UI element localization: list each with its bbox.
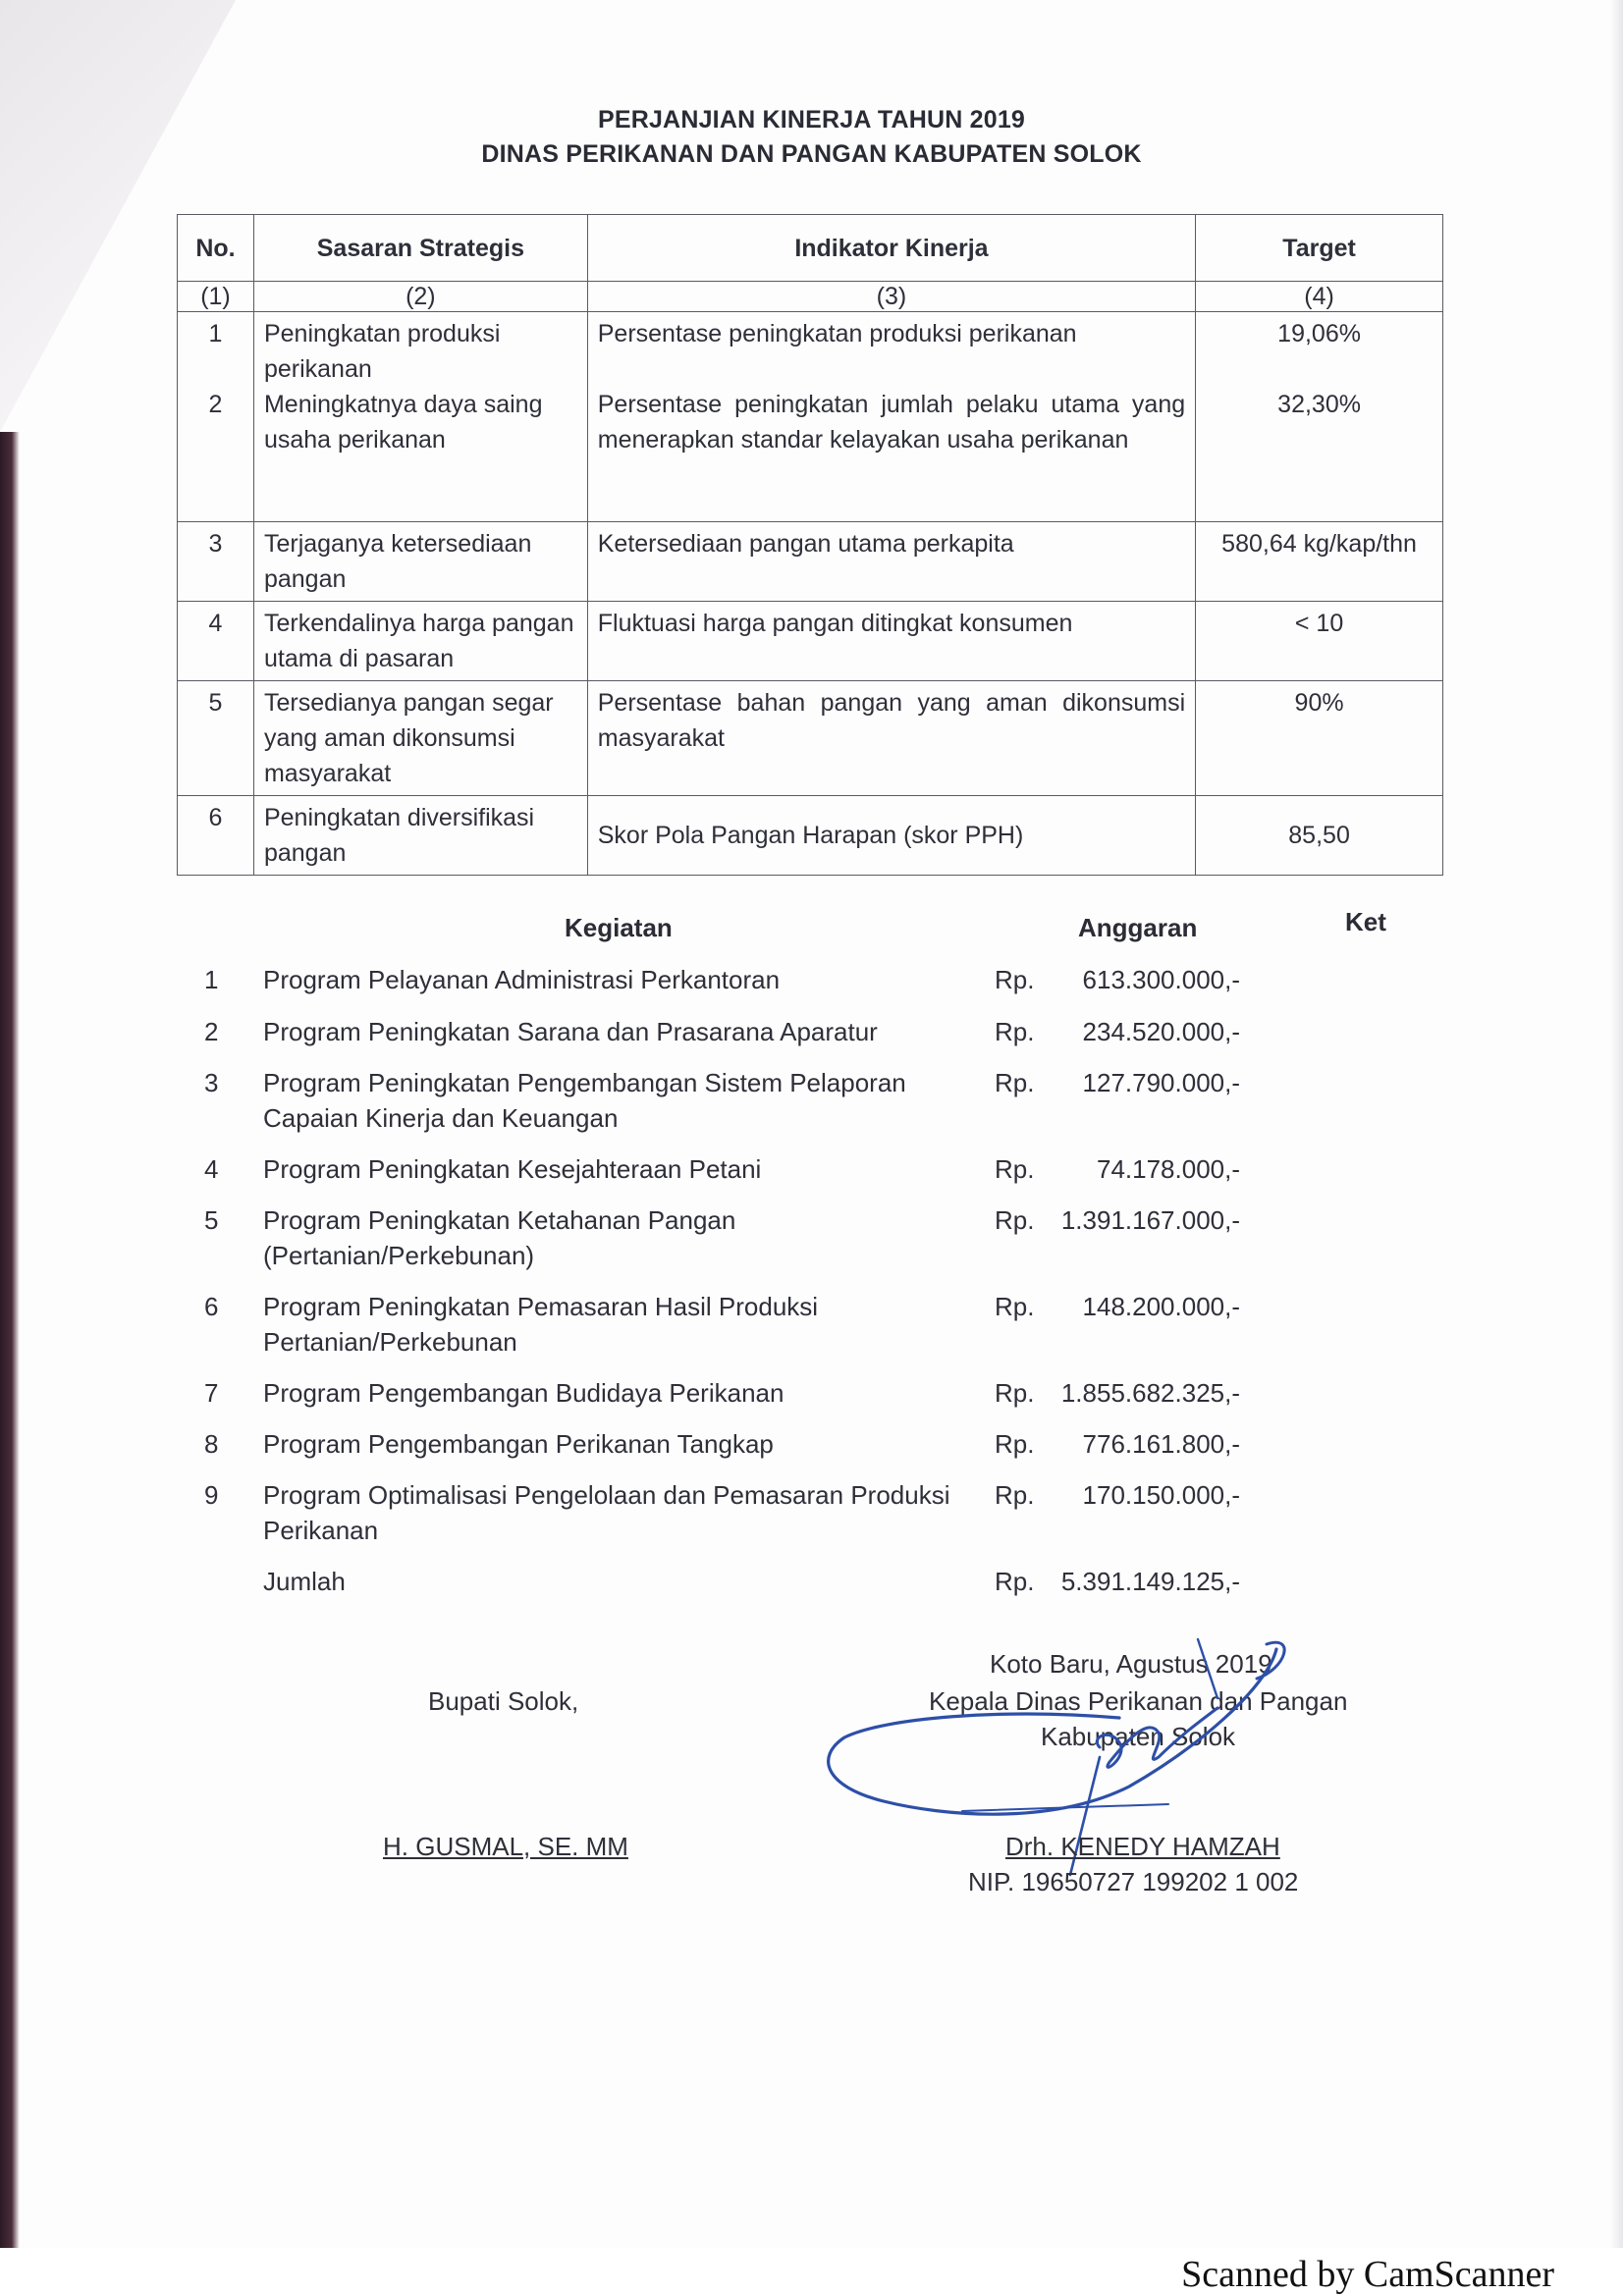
currency-label: Rp.: [995, 1068, 1035, 1097]
currency-label: Rp.: [995, 1154, 1035, 1184]
kegiatan-list: [196, 962, 1424, 1599]
item-amount: 1.855.682.325,-: [1060, 1378, 1240, 1408]
list-item: [196, 1065, 1424, 1136]
item-name: Program Peningkatan Ketahanan Pangan (Pertanian/Perkebunan): [263, 1205, 736, 1270]
item-amount: 613.300.000,-: [1082, 965, 1240, 994]
indikator-text: Persentase peningkatan jumlah pelaku utama yang menerapkan standar kelayakan usaha perikanan: [597, 391, 1186, 454]
item-name: Program Peningkatan Kesejahteraan Petani: [263, 1154, 762, 1184]
document-subtitle: DINAS PERIKANAN DAN PANGAN KABUPATEN SOLOK: [481, 140, 1142, 168]
item-number: 7: [204, 1378, 219, 1408]
total-label: Jumlah: [263, 1567, 346, 1596]
item-number: 4: [204, 1154, 219, 1184]
col-header-no: No.: [178, 215, 254, 282]
item-number: 1: [204, 965, 219, 994]
list-item: [196, 1477, 1424, 1548]
page-left-edge: [0, 432, 20, 2258]
target-value: < 10: [1196, 602, 1443, 681]
right-signatory-office: Kabupaten Solok: [1041, 1722, 1236, 1751]
col-number: (2): [253, 282, 587, 312]
item-amount: 234.520.000,-: [1082, 1017, 1240, 1046]
item-amount: 148.200.000,-: [1082, 1292, 1240, 1321]
indikator-text: Ketersediaan pangan utama perkapita: [587, 522, 1195, 602]
sasaran-text: Peningkatan diversifikasi pangan: [253, 796, 587, 876]
item-name: Program Peningkatan Pengembangan Sistem Pelaporan Capaian Kinerja dan Keuangan: [263, 1068, 906, 1133]
document-title: PERJANJIAN KINERJA TAHUN 2019: [597, 106, 1026, 133]
sasaran-text: Peningkatan produksi perikanan: [263, 320, 501, 383]
indikator-text: Persentase bahan pangan yang aman dikonsumsi masyarakat: [587, 681, 1195, 796]
page-right-edge: [1609, 0, 1623, 2258]
currency-label: Rp.: [995, 1480, 1035, 1510]
currency-label: Rp.: [995, 965, 1035, 994]
row-number: 1: [208, 320, 223, 347]
table-row: [178, 522, 1443, 602]
kegiatan-header: Kegiatan: [565, 913, 673, 942]
indikator-text: Skor Pola Pangan Harapan (skor PPH): [587, 796, 1195, 876]
place-date: Koto Baru, Agustus 2019: [990, 1649, 1272, 1679]
target-value: 580,64 kg/kap/thn: [1196, 522, 1443, 602]
currency-label: Rp.: [995, 1567, 1035, 1596]
item-amount: 1.391.167.000,-: [1060, 1205, 1240, 1235]
row-number: 4: [178, 602, 254, 681]
currency-label: Rp.: [995, 1292, 1035, 1321]
row-number: 2: [208, 391, 223, 418]
list-item: [196, 1202, 1424, 1273]
target-value: 19,06%: [1277, 320, 1361, 347]
item-number: 8: [204, 1429, 219, 1459]
table-row: [178, 681, 1443, 796]
right-signatory-name: Drh. KENEDY HAMZAH: [1005, 1832, 1280, 1861]
item-name: Program Pengembangan Budidaya Perikanan: [263, 1378, 784, 1408]
col-number: (3): [587, 282, 1195, 312]
item-name: Program Peningkatan Sarana dan Prasarana Aparatur: [263, 1017, 878, 1046]
col-number: (4): [1196, 282, 1443, 312]
list-item: [196, 962, 1424, 997]
ket-header: Ket: [1345, 907, 1386, 936]
right-signatory-nip: NIP. 19650727 199202 1 002: [968, 1867, 1299, 1896]
item-name: Program Pengembangan Perikanan Tangkap: [263, 1429, 774, 1459]
anggaran-header: Anggaran: [1078, 913, 1198, 942]
item-number: 6: [204, 1292, 219, 1321]
scanner-watermark: Scanned by CamScanner: [1181, 2254, 1554, 2295]
sasaran-text: Terjaganya ketersediaan pangan: [253, 522, 587, 602]
kinerja-table: [177, 214, 1443, 876]
item-number: 9: [204, 1480, 219, 1510]
row-number: 5: [178, 681, 254, 796]
item-name: Program Optimalisasi Pengelolaan dan Pemasaran Produksi Perikanan: [263, 1480, 950, 1545]
list-item: [196, 1289, 1424, 1360]
right-signatory-title: Kepala Dinas Perikanan dan Pangan: [929, 1686, 1348, 1716]
col-header-sasaran: Sasaran Strategis: [253, 215, 587, 282]
table-header-row: [178, 215, 1443, 282]
col-header-target: Target: [1196, 215, 1443, 282]
item-amount: 127.790.000,-: [1082, 1068, 1240, 1097]
indikator-text: Persentase peningkatan produksi perikanan: [597, 320, 1077, 347]
currency-label: Rp.: [995, 1205, 1035, 1235]
item-name: Program Pelayanan Administrasi Perkantoran: [263, 965, 781, 994]
list-item: [196, 1426, 1424, 1462]
item-name: Program Peningkatan Pemasaran Hasil Produksi Pertanian/Perkebunan: [263, 1292, 819, 1357]
item-number: 5: [204, 1205, 219, 1235]
row-number: 6: [178, 796, 254, 876]
currency-label: Rp.: [995, 1017, 1035, 1046]
list-item: [196, 1014, 1424, 1049]
list-item: [196, 1151, 1424, 1187]
currency-label: Rp.: [995, 1378, 1035, 1408]
item-amount: 170.150.000,-: [1082, 1480, 1240, 1510]
row-number: 3: [178, 522, 254, 602]
target-value: 85,50: [1196, 796, 1443, 876]
left-signatory-title: Bupati Solok,: [428, 1686, 579, 1716]
col-header-indikator: Indikator Kinerja: [587, 215, 1195, 282]
item-number: 2: [204, 1017, 219, 1046]
col-number: (1): [178, 282, 254, 312]
total-amount: 5.391.149.125,-: [1060, 1567, 1240, 1596]
table-row: [178, 602, 1443, 681]
table-row: [178, 312, 1443, 522]
item-amount: 74.178.000,-: [1096, 1154, 1240, 1184]
left-signatory-name: H. GUSMAL, SE. MM: [383, 1832, 628, 1861]
list-item: [196, 1375, 1424, 1411]
column-number-row: [178, 282, 1443, 312]
item-number: 3: [204, 1068, 219, 1097]
target-value: 90%: [1196, 681, 1443, 796]
sasaran-text: Meningkatnya daya saing usaha perikanan: [263, 391, 543, 454]
target-value: 32,30%: [1277, 391, 1361, 418]
currency-label: Rp.: [995, 1429, 1035, 1459]
sasaran-text: Tersedianya pangan segar yang aman dikonsumsi masyarakat: [253, 681, 587, 796]
sasaran-text: Terkendalinya harga pangan utama di pasaran: [253, 602, 587, 681]
item-amount: 776.161.800,-: [1082, 1429, 1240, 1459]
total-row: [196, 1564, 1424, 1599]
table-row: [178, 796, 1443, 876]
indikator-text: Fluktuasi harga pangan ditingkat konsumen: [587, 602, 1195, 681]
